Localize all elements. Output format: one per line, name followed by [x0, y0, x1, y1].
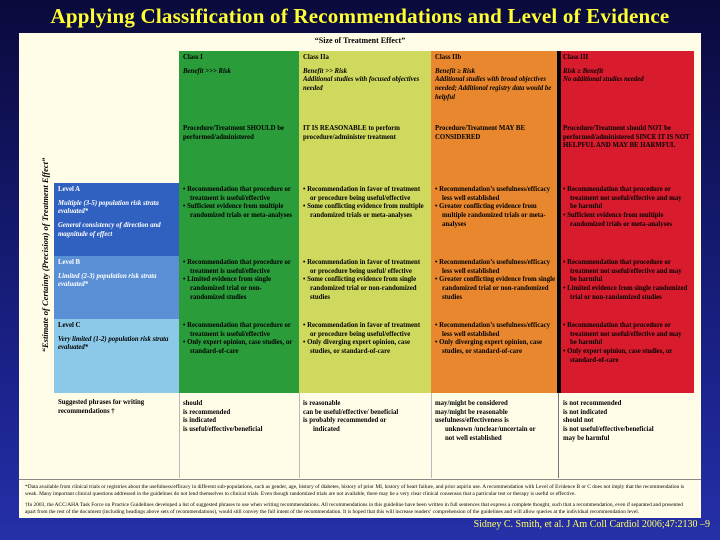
recommendation-cell	[559, 319, 694, 393]
phrase: indicated	[313, 426, 340, 434]
slide-title: Applying Classification of Recommendations and Level of Evidence	[50, 4, 670, 28]
bullet-item: • Sufficient evidence from multiple randomized trials or meta-analyses	[183, 203, 295, 220]
class-iii-separator	[557, 51, 561, 393]
bullet-item: • Greater conflicting evidence from single randomized trial or non-randomized studies	[435, 276, 555, 302]
phrase: may/might be considered	[435, 400, 508, 407]
bullet-item: • Recommendation’s usefulness/efficacy less well established	[435, 322, 555, 339]
phrase: is probably recommended or	[303, 417, 387, 425]
bullet-list	[435, 186, 555, 229]
studies-needed: Additional studies with broad objectives needed; Additional registry data would be helpful	[435, 76, 552, 101]
bullet-item: • Only diverging expert opinion, case studies, or standard-of-care	[435, 339, 555, 356]
studies-needed: No additional studies needed	[563, 76, 644, 84]
phrases-divider	[179, 393, 180, 478]
recommendation-cell	[179, 183, 299, 256]
phrases-label	[54, 393, 179, 478]
class-name: Class I	[183, 54, 203, 61]
phrase: should	[183, 400, 203, 407]
bullet-item: • Limited evidence from single randomized trial or non-randomized studies	[183, 276, 295, 302]
bullet-list	[303, 259, 427, 302]
bullet-item: • Greater conflicting evidence from multiple randomized trials or meta-analyses	[435, 203, 555, 229]
bullet-list	[183, 186, 295, 221]
bullet-list	[303, 186, 427, 221]
bullet-item: • Sufficient evidence from multiple randomized trials or meta-analyses	[563, 212, 690, 229]
recommendation-cell	[431, 256, 559, 319]
bullet-item: • Recommendation in favor of treatment or procedure being useful/ effective	[303, 259, 427, 276]
phrases-label-text: Suggested phrases for writing recommendations †	[58, 399, 145, 415]
level-strata: Very limited (1-2) population risk strata evaluated*	[58, 335, 169, 352]
phrases-col-4	[559, 393, 694, 478]
phrases-divider	[299, 393, 300, 478]
level-name: Level B	[58, 259, 81, 266]
classification-table	[19, 33, 701, 518]
size-of-effect-header: “Size of Treatment Effect”	[314, 36, 406, 45]
footnote-phrases: †In 2003, the ACC/AHA Task Force on Practice Guidelines developed a list of suggested phrases to use when writing recommendations. All recommendations in this guideline have been written in full sentences that express a complete thought, such that a recommendation, even if separated and presented apart from the rest of the document (including headings above sets of recommendations), would still convey the full intent of the recommendation. It is hoped that this will increase readers’ comprehension of the guidelines and will allow queries at the individual recommendation level.	[25, 502, 683, 516]
phrase: not well established	[445, 434, 502, 442]
phrases-col-1	[179, 393, 299, 478]
bullet-list	[563, 322, 690, 365]
phrase: is useful/effective/beneficial	[183, 426, 263, 434]
phrase: is not useful/effective/beneficial	[563, 426, 654, 434]
benefit-risk: Risk ≥ Benefit	[563, 67, 603, 75]
class-header-2	[299, 51, 431, 183]
recommendation-cell	[431, 183, 559, 256]
bullet-list	[563, 186, 690, 229]
bullet-item: • Limited evidence from single randomized trial or non-randomized studies	[563, 285, 690, 302]
class-name: Class IIa	[303, 54, 329, 61]
bullet-item: • Recommendation that procedure or treatment is useful/effective	[183, 186, 295, 203]
bullet-item: • Some conflicting evidence from multiple randomized trials or meta-analyses	[303, 203, 427, 220]
phrase: usefulness/effectiveness is	[435, 417, 509, 425]
phrase: should not	[563, 417, 594, 425]
bullet-item: • Recommendation in favor of treatment or procedure being useful/effective	[303, 322, 427, 339]
phrase: may be harmful	[563, 434, 610, 442]
phrase: unknown /unclear/uncertain or	[445, 426, 536, 434]
procedure-statement: Procedure/Treatment should NOT be performed/administered SINCE IT IS NOT HELPFUL AND MAY BE HARMFUL	[563, 125, 690, 150]
phrase: can be useful/effective/ beneficial	[303, 408, 399, 416]
level-label-1	[54, 183, 179, 256]
bullet-item: • Only expert opinion, case studies, or standard-of-care	[563, 348, 690, 365]
class-header-4	[559, 51, 694, 183]
class-header-3	[431, 51, 559, 183]
procedure-statement: IT IS REASONABLE to perform procedure/administer treatment	[303, 125, 400, 141]
recommendation-cell	[559, 183, 694, 256]
recommendation-cell	[179, 256, 299, 319]
bullet-list	[183, 259, 295, 302]
phrase: is reasonable	[303, 400, 341, 407]
class-header-1	[179, 51, 299, 183]
recommendation-cell	[559, 256, 694, 319]
recommendation-cell	[299, 256, 431, 319]
phrase: may/might be reasonable	[435, 408, 508, 416]
recommendation-cell	[179, 319, 299, 393]
phrase: is not recommended	[563, 400, 622, 407]
citation: Sidney C. Smith, et al. J Am Coll Cardiol 2006;47:2130 –9	[473, 519, 710, 530]
level-label-3	[54, 319, 179, 393]
recommendation-cell	[299, 183, 431, 256]
benefit-risk: Benefit >>> Risk	[183, 67, 231, 75]
benefit-risk: Benefit >> Risk	[303, 67, 347, 75]
recommendation-cell	[299, 319, 431, 393]
level-strata: Limited (2-3) population risk strata evaluated*	[58, 272, 157, 289]
phrase: is indicated	[183, 417, 217, 425]
level-name: Level C	[58, 322, 81, 329]
procedure-statement: Procedure/Treatment SHOULD be performed/administered	[183, 125, 285, 141]
level-name: Level A	[58, 186, 81, 193]
class-name: Class III	[563, 54, 589, 61]
phrase: is recommended	[183, 408, 231, 416]
recommendation-cell	[431, 319, 559, 393]
bullet-item: • Recommendation that procedure or treatment is useful/effective	[183, 322, 295, 339]
footnote-rule	[19, 479, 701, 480]
phrases-col-2	[299, 393, 431, 478]
level-consistency: General consistency of direction and magnitude of effect	[58, 222, 161, 238]
bullet-item: • Recommendation that procedure or treatment not useful/effective and may be harmful	[563, 322, 690, 348]
level-label-2	[54, 256, 179, 319]
bullet-item: • Only diverging expert opinion, case studies, or standard-of-care	[303, 339, 427, 356]
benefit-risk: Benefit ≥ Risk	[435, 67, 475, 75]
level-strata: Multiple (3-5) population risk strata evaluated*	[58, 199, 159, 216]
footnote-data: *Data available from clinical trials or registries about the usefulness/efficacy in different sub-populations, such as gender, age, history of diabetes, history of prior MI, history of heart failure, and prior aspirin use. A recommendation with Level of Evidence B or C does not imply that the recommendation is weak. Many important clinical questions addressed in the guidelines do not lend themselves to clinical trials. Even though randomized trials are not available, there may be a very clear clinical consensus that a particular test or therapy is useful or effective.	[25, 484, 685, 498]
class-name: Class IIb	[435, 54, 462, 61]
bullet-item: • Some conflicting evidence from single randomized trial or non-randomized studies	[303, 276, 427, 302]
bullet-item: • Recommendation that procedure or treatment not useful/effective and may be harmful	[563, 259, 690, 285]
bullet-item: • Recommendation that procedure or treatment not useful/effective and may be harmful	[563, 186, 690, 212]
bullet-item: • Recommendation’s usefulness/efficacy less well established	[435, 259, 555, 276]
bullet-list	[563, 259, 690, 302]
phrases-col-3	[431, 393, 559, 478]
phrases-separator	[558, 393, 559, 478]
procedure-statement: Procedure/Treatment MAY BE CONSIDERED	[435, 125, 525, 141]
bullet-list	[435, 259, 555, 302]
bullet-item: • Recommendation’s usefulness/efficacy less well established	[435, 186, 555, 203]
certainty-axis-label: “Estimate of Certainty (Precision) of Treatment Effect”	[40, 157, 50, 353]
phrases-divider	[431, 393, 432, 478]
bullet-item: • Recommendation that procedure or treatment is useful/effective	[183, 259, 295, 276]
phrase: is not indicated	[563, 408, 608, 416]
bullet-item: • Recommendation in favor of treatment or procedure being useful/effective	[303, 186, 427, 203]
bullet-item: • Only expert opinion, case studies, or standard-of-care	[183, 339, 295, 356]
bullet-list	[303, 322, 427, 357]
bullet-list	[435, 322, 555, 357]
bullet-list	[183, 322, 295, 357]
studies-needed: Additional studies with focused objectives needed	[303, 76, 420, 93]
